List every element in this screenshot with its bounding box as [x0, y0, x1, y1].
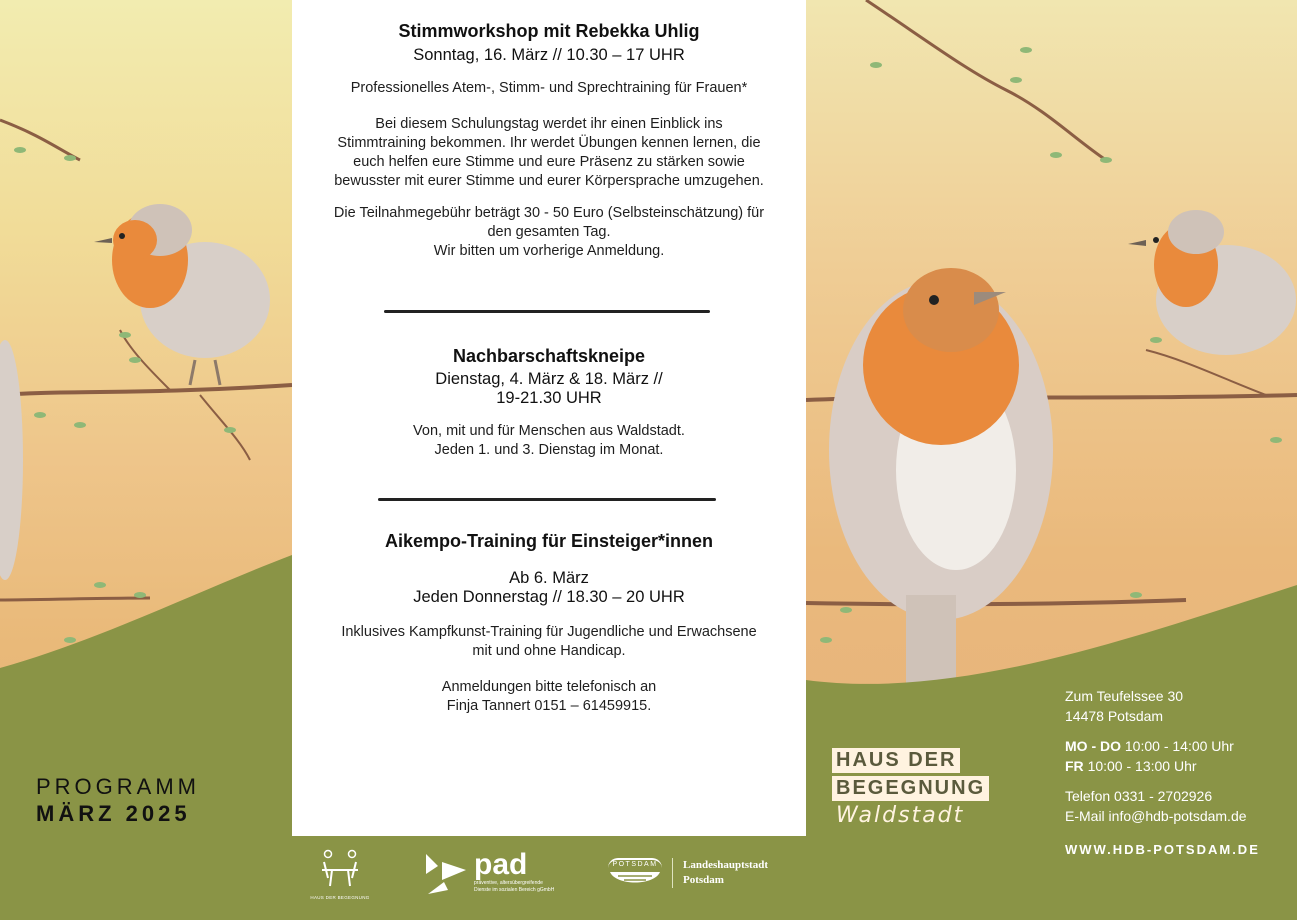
- brand-line2: BEGEGNUNG: [832, 776, 989, 801]
- address-city: 14478 Potsdam: [1065, 708, 1164, 724]
- text-line: bewusster mit eurer Stimme und eurer Körpersprache umzugehen.: [334, 173, 764, 189]
- pad-logo-tagline1: präventive, altersübergreifende: [474, 880, 543, 886]
- potsdam-seal: [608, 858, 662, 893]
- hours-days: MO - DO: [1065, 738, 1121, 754]
- event-paragraph: [292, 115, 806, 191]
- text-line: Stimmtraining bekommen. Ihr werdet Übungen kennen lernen, die: [337, 135, 761, 151]
- event-paragraph: [292, 623, 806, 661]
- contact-phone: Telefon 0331 - 2702926: [1065, 788, 1213, 804]
- potsdam-logo: [608, 858, 768, 893]
- text-line: euch helfen eure Stimme und eure Präsenz zu stärken sowie: [353, 154, 745, 170]
- brand-line3: Waldstadt: [836, 803, 965, 828]
- programm-title: [36, 773, 200, 827]
- pad-logo-name: pad: [474, 848, 528, 881]
- event-time: Jeden Donnerstag // 18.30 – 20 UHR: [413, 588, 685, 606]
- program-panel: [292, 0, 806, 836]
- text-line: Professionelles Atem-, Stimm- und Sprechtraining für Frauen*: [350, 80, 748, 96]
- contact-email: E-Mail info@hdb-potsdam.de: [1065, 808, 1247, 824]
- event-stimmworkshop: [292, 22, 806, 261]
- event-paragraph: [292, 79, 806, 98]
- hours-row: [1065, 736, 1260, 756]
- event-title: Stimmworkshop mit Rebekka Uhlig: [398, 21, 700, 41]
- text-line: Wir bitten um vorherige Anmeldung.: [433, 243, 665, 259]
- text-line: Von, mit und für Menschen aus Waldstadt.: [413, 423, 685, 439]
- address-street: Zum Teufelssee 30: [1065, 688, 1184, 704]
- text-line: Die Teilnahmegebühr beträgt 30 - 50 Euro (Selbsteinschätzung) für: [333, 205, 765, 221]
- hours-days: FR: [1065, 758, 1084, 774]
- event-title: Aikempo-Training für Einsteiger*innen: [384, 531, 714, 551]
- potsdam-line1: Landeshauptstadt: [683, 859, 768, 871]
- hdb-logo-text: HAUS DER BEGEGNUNG: [310, 895, 370, 900]
- text-line: Finja Tannert 0151 – 61459915.: [446, 698, 652, 714]
- event-paragraph: [292, 678, 806, 716]
- text-line: mit und ohne Handicap.: [472, 643, 626, 659]
- text-line: den gesamten Tag.: [487, 224, 611, 240]
- divider: [384, 310, 710, 313]
- brand-logo: [832, 748, 989, 828]
- hours-row: [1065, 756, 1260, 776]
- event-date: Sonntag, 16. März // 10.30 – 17 UHR: [413, 46, 685, 64]
- divider: [378, 498, 716, 501]
- potsdam-seal-text: POTSDAM: [608, 858, 662, 868]
- event-date: Dienstag, 4. März & 18. März //: [435, 370, 663, 388]
- text-line: Jeden 1. und 3. Dienstag im Monat.: [434, 442, 664, 458]
- potsdam-line2: Potsdam: [683, 874, 724, 886]
- hdb-logo-icon: [318, 848, 362, 890]
- programm-line1: PROGRAMM: [36, 774, 200, 799]
- event-time: 19-21.30 UHR: [496, 389, 602, 407]
- hours-time: 10:00 - 14:00 Uhr: [1124, 738, 1234, 754]
- pad-logo: [422, 850, 554, 898]
- event-paragraph: [292, 204, 806, 261]
- event-nachbarschaftskneipe: [292, 347, 806, 460]
- hours-time: 10:00 - 13:00 Uhr: [1087, 758, 1197, 774]
- programm-line2: MÄRZ 2025: [36, 801, 191, 826]
- pad-logo-tagline2: Dienste im sozialen Bereich gGmbH: [474, 887, 555, 893]
- event-aikempo: [292, 532, 806, 716]
- opening-hours: [1065, 736, 1260, 776]
- potsdam-name: [672, 858, 768, 888]
- brand-line1: HAUS DER: [832, 748, 960, 773]
- event-paragraph: [292, 422, 806, 460]
- website: WWW.HDB-POTSDAM.DE: [1065, 842, 1260, 857]
- pad-logo-icon: [422, 850, 468, 898]
- text-line: Anmeldungen bitte telefonisch an: [441, 679, 657, 695]
- potsdam-seal-icon: [608, 868, 662, 888]
- hdb-logo: [310, 848, 370, 900]
- event-title: Nachbarschaftskneipe: [452, 346, 646, 366]
- text-line: Bei diesem Schulungstag werdet ihr einen Einblick ins: [375, 116, 723, 132]
- contact-info: [1065, 686, 1260, 860]
- event-date: Ab 6. März: [509, 569, 589, 587]
- text-line: Inklusives Kampfkunst-Training für Jugendliche und Erwachsene: [341, 624, 757, 640]
